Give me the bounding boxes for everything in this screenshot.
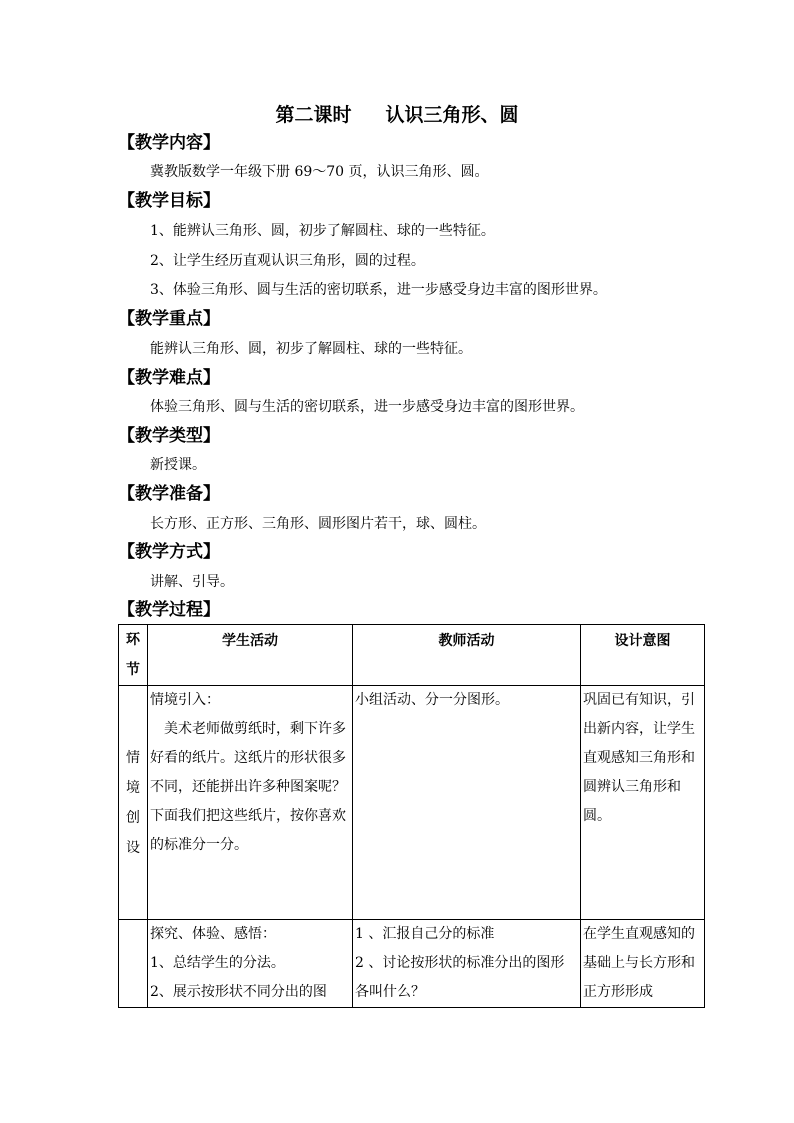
table-header-row xyxy=(119,625,705,686)
student-activity-title: 情境引入： xyxy=(150,692,220,708)
student-activity-line: 2、展示按形状不同分出的图 xyxy=(150,984,327,1000)
teacher-activity-cell xyxy=(353,686,581,920)
teacher-activity-cell xyxy=(353,920,581,1008)
title-lesson: 第二课时 xyxy=(275,104,352,126)
intent-text: 巩固已有知识，引出新内容，让学生直观感知三角形和圆辨认三角形和圆。 xyxy=(583,692,695,824)
title-topic: 认识三角形、圆 xyxy=(385,104,519,126)
intent-cell xyxy=(581,686,705,920)
table-row xyxy=(119,920,705,1008)
stage-cell: 情 境 创 设 xyxy=(119,686,148,920)
student-activity-cell xyxy=(148,686,353,920)
goal-item-3: 3、体验三角形、圆与生活的密切联系，进一步感受身边丰富的图形世界。 xyxy=(150,282,607,298)
header-student: 学生活动 xyxy=(148,625,353,686)
page-title xyxy=(0,100,794,127)
prep-text: 长方形、正方形、三角形、圆形图片若干，球、圆柱。 xyxy=(150,516,486,532)
type-text: 新授课。 xyxy=(150,457,206,473)
intent-cell xyxy=(581,920,705,1008)
heading-goals: 【教学目标】 xyxy=(118,191,220,211)
process-table xyxy=(118,624,705,1008)
student-activity-body: 美术老师做剪纸时，剩下许多好看的纸片。这纸片的形状很多不同，还能拼出许多种图案呢？下面我们把这些纸片，按你喜欢的标准分一分。 xyxy=(150,721,346,853)
key-text: 能辨认三角形、圆，初步了解圆柱、球的一些特征。 xyxy=(150,341,472,357)
teacher-activity-line: 2 、讨论按形状的标准分出的图形各叫什么？ xyxy=(355,955,565,1000)
header-teacher: 教师活动 xyxy=(353,625,581,686)
header-stage: 环 节 xyxy=(119,625,148,686)
heading-type: 【教学类型】 xyxy=(118,426,220,446)
student-activity-line: 1、总结学生的分法。 xyxy=(150,955,285,971)
teacher-activity-line: 1 、汇报自己分的标准 xyxy=(355,926,495,942)
method-text: 讲解、引导。 xyxy=(150,574,234,590)
heading-content: 【教学内容】 xyxy=(118,133,220,153)
teacher-activity-text: 小组活动、分一分图形。 xyxy=(355,692,509,708)
student-activity-cell xyxy=(148,920,353,1008)
heading-difficulty: 【教学难点】 xyxy=(118,368,220,388)
goal-item-2: 2、让学生经历直观认识三角形，圆的过程。 xyxy=(150,253,425,269)
table-row xyxy=(119,686,705,920)
heading-method: 【教学方式】 xyxy=(118,542,220,562)
goal-item-1: 1、能辨认三角形、圆，初步了解圆柱、球的一些特征。 xyxy=(150,223,495,239)
difficulty-text: 体验三角形、圆与生活的密切联系，进一步感受身边丰富的图形世界。 xyxy=(150,399,584,415)
heading-prep: 【教学准备】 xyxy=(118,484,220,504)
heading-key: 【教学重点】 xyxy=(118,309,220,329)
stage-cell xyxy=(119,920,148,1008)
content-text: 冀教版数学一年级下册 69～70 页，认识三角形、圆。 xyxy=(150,164,489,180)
header-intent: 设计意图 xyxy=(581,625,705,686)
heading-process: 【教学过程】 xyxy=(118,600,220,620)
student-activity-line: 探究、体验、感悟： xyxy=(150,926,276,942)
intent-text: 在学生直观感知的基础上与长方形和正方形形成 xyxy=(583,926,695,1000)
